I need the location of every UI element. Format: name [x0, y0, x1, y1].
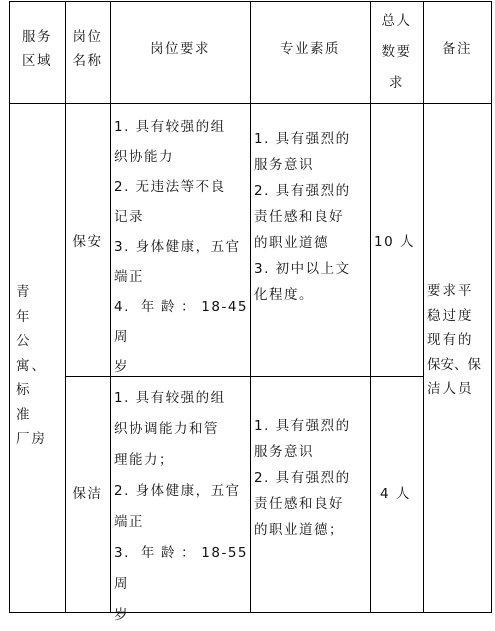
- quality-cleaning: 1. 具有强烈的 服务意识 2. 具有强烈的 责任感和良好 的职业道德；: [254, 418, 351, 538]
- position-cleaning: 保洁: [72, 486, 103, 502]
- header-service-area: 服务 区域: [22, 29, 52, 69]
- requirements-security: 1. 具有较强的组 织协能力 2. 无违法等不良 记录 3. 身体健康，五官 端正 4. 年龄：18-45 周 岁: [114, 119, 248, 375]
- headcount-cleaning: 4 人: [380, 486, 411, 502]
- column-divider: [423, 1, 424, 613]
- column-divider: [65, 1, 66, 613]
- position-security: 保安: [72, 234, 103, 250]
- column-divider: [110, 1, 111, 613]
- table-border-top: [9, 1, 492, 2]
- requirements-cleaning: 1. 具有较强的组 织协调能力和管 理能力； 2. 身体健康，五官 端正 3. 年龄：18-55 周 岁: [114, 390, 248, 623]
- header-professional-quality: 专业素质: [280, 41, 340, 57]
- header-headcount: 总人 数要 求: [381, 13, 412, 91]
- table-border-right: [491, 1, 492, 613]
- table-border-left: [9, 1, 10, 613]
- column-divider: [250, 1, 251, 613]
- service-area-cell: 青 年 公寓、 标 准 厂房: [16, 284, 47, 447]
- staffing-table: [9, 1, 492, 623]
- header-position-name: 岗位 名称: [72, 29, 103, 69]
- header-divider: [9, 103, 492, 104]
- table-border-bottom: [9, 612, 492, 613]
- quality-security: 1. 具有强烈的 服务意识 2. 具有强烈的 责任感和良好 的职业道德 3. 初中以上文 化程度。: [254, 131, 351, 303]
- header-remarks: 备注: [442, 41, 472, 57]
- header-requirements: 岗位要求: [150, 41, 210, 57]
- remarks-cell: 要求平 稳过度 现有的 保安、保 洁人员: [427, 283, 481, 397]
- headcount-security: 10 人: [374, 234, 415, 250]
